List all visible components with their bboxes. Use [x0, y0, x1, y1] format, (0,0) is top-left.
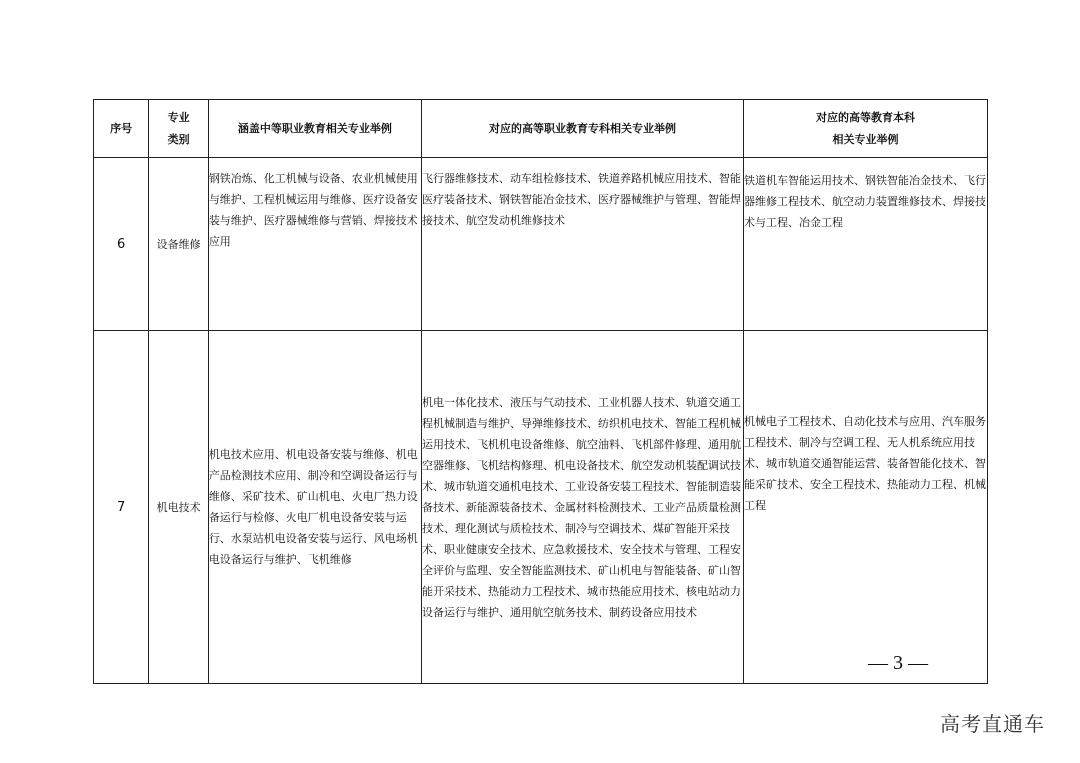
row-category: 机电技术	[149, 331, 208, 684]
row-category: 设备维修	[149, 158, 208, 331]
page-number: — 3 —	[868, 652, 928, 674]
table-header-row	[94, 100, 988, 158]
row-vocational-majors: 飞行器维修技术、动车组检修技术、铁道养路机械应用技术、智能医疗装备技术、钢铁智能冶金技术、医疗器械维护与管理、智能焊接技术、航空发动机维修技术	[422, 158, 744, 331]
row-secondary-majors: 钢铁冶炼、化工机械与设备、农业机械使用与维护、工程机械运用与维修、医疗设备安装与维护、医疗器械维修与营销、焊接技术应用	[208, 158, 421, 331]
row-undergrad-majors: 铁道机车智能运用技术、钢铁智能冶金技术、飞行器维修工程技术、航空动力装置维修技术、焊接技术与工程、冶金工程	[743, 158, 987, 331]
source-watermark: 高考直通车	[940, 712, 1045, 736]
header-undergrad: 对应的高等教育本科 相关专业举例	[743, 100, 987, 158]
majors-table	[93, 99, 988, 684]
table-row	[94, 158, 988, 331]
header-vocational: 对应的高等职业教育专科相关专业举例	[422, 100, 744, 158]
row-secondary-majors: 机电技术应用、机电设备安装与维修、机电产品检测技术应用、制冷和空调设备运行与维修、采矿技术、矿山机电、火电厂热力设备运行与检修、火电厂机电设备安装与运行、水泵站机电设备安装与运行、风电场机电设备运行与维护、飞机维修	[208, 331, 421, 684]
header-secondary: 涵盖中等职业教育相关专业举例	[208, 100, 421, 158]
row-seq: 6	[94, 158, 149, 331]
row-undergrad-majors: 机械电子工程技术、自动化技术与应用、汽车服务工程技术、制冷与空调工程、无人机系统应用技术、城市轨道交通智能运营、装备智能化技术、智能采矿技术、安全工程技术、热能动力工程、机械工程	[743, 331, 987, 684]
row-vocational-majors: 机电一体化技术、液压与气动技术、工业机器人技术、轨道交通工程机械制造与维护、导弹维修技术、纺织机电技术、智能工程机械运用技术、飞机机电设备维修、航空油料、飞机部件修理、通用航空器维修、飞机结构修理、机电设备技术、航空发动机装配调试技术、城市轨道交通机电技术、工业设备安装工程技术、智能制造装备技术、新能源装备技术、金属材料检测技术、工业产品质量检测技术、理化测试与质检技术、制冷与空调技术、煤矿智能开采技术、职业健康安全技术、应急救援技术、安全技术与管理、工程安全评价与监理、安全智能监测技术、矿山机电与智能装备、矿山智能开采技术、热能动力工程技术、城市热能应用技术、核电站动力设备运行与维护、通用航空航务技术、制药设备应用技术	[422, 331, 744, 684]
row-seq: 7	[94, 331, 149, 684]
header-category: 专业 类别	[149, 100, 208, 158]
header-seq: 序号	[94, 100, 149, 158]
table-row	[94, 331, 988, 684]
